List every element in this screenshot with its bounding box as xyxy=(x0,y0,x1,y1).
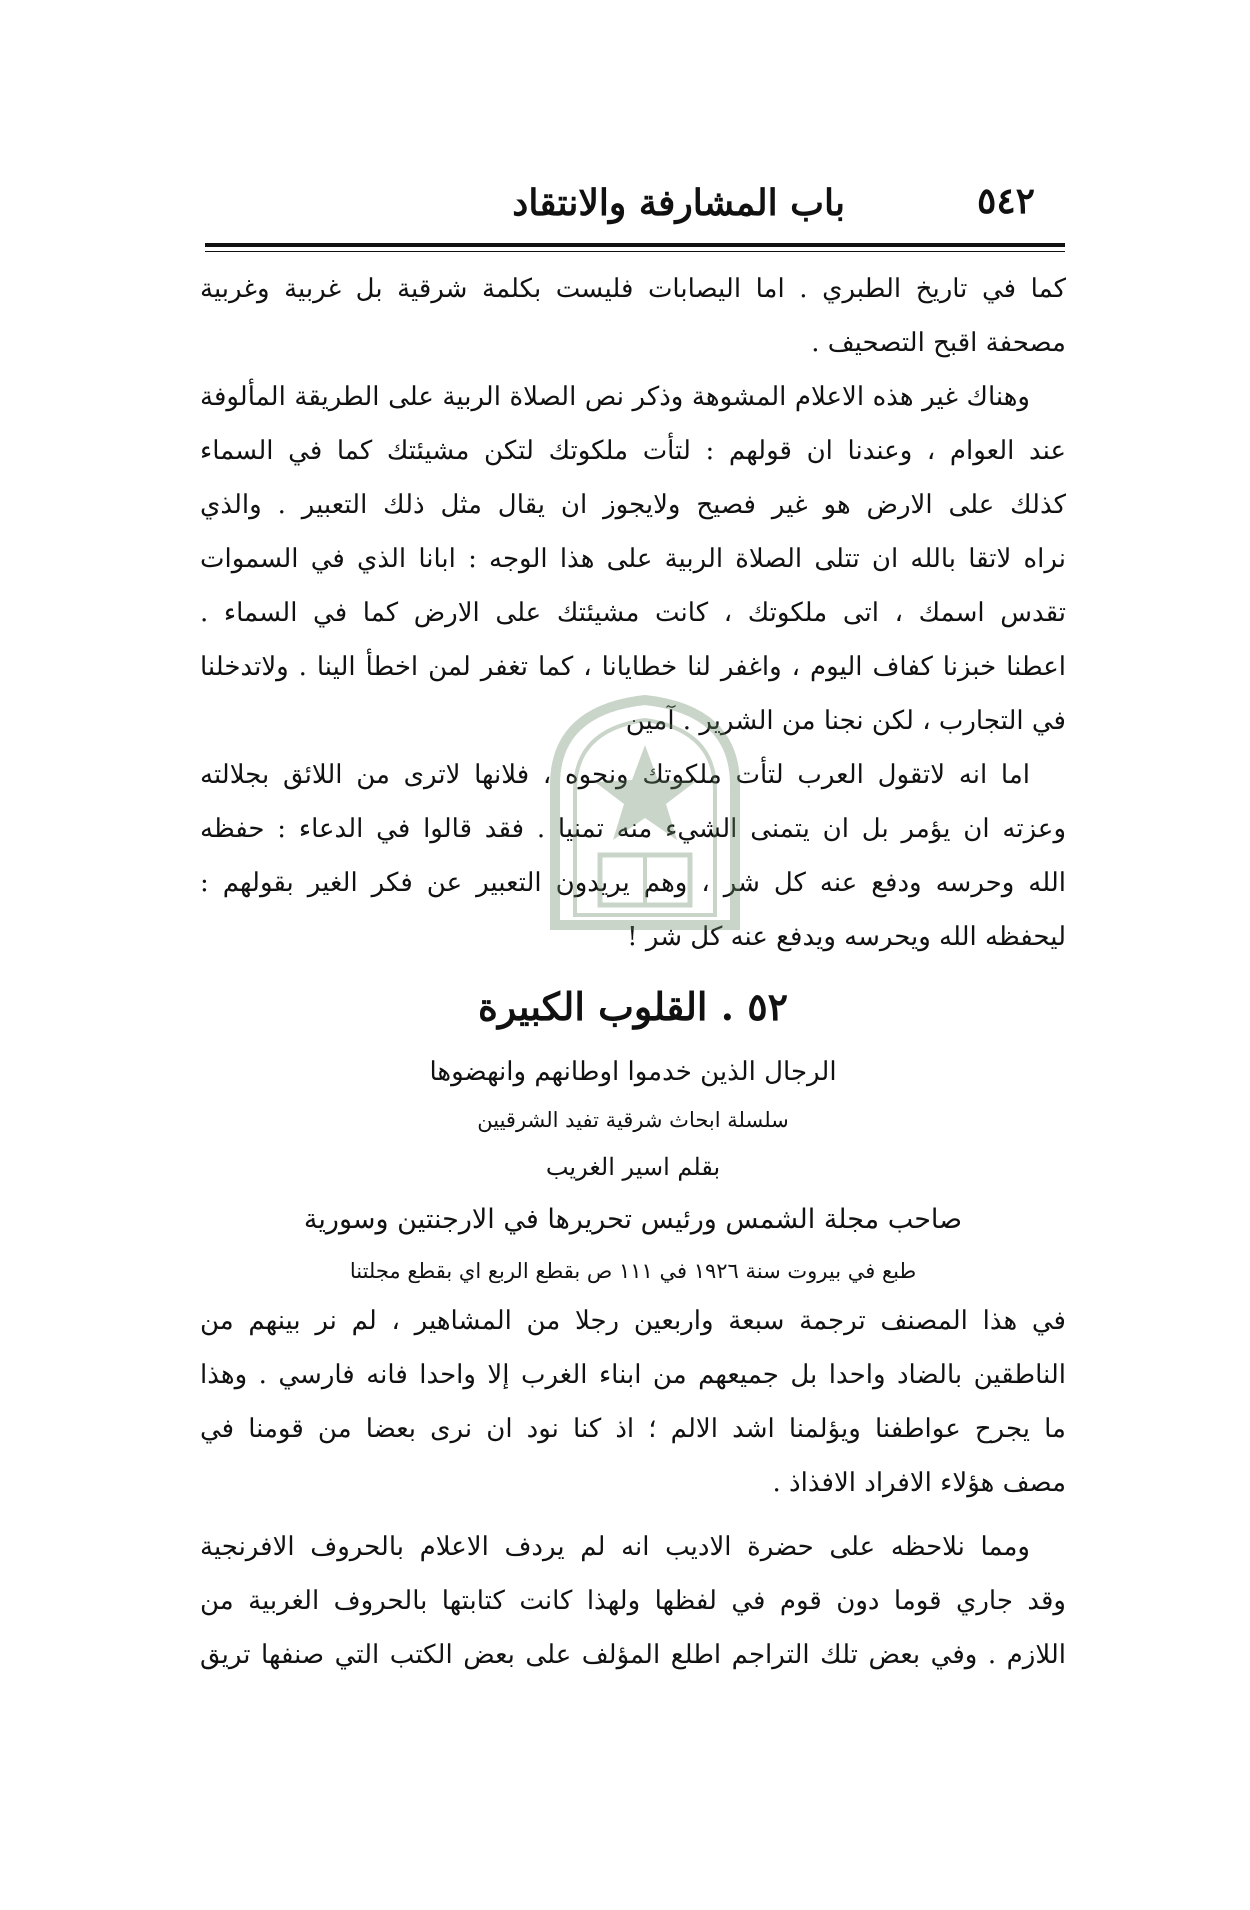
paragraph-1 xyxy=(200,262,1066,370)
text-line: ومما نلاحظه على حضرة الاديب انه لم يردف الاعلام بالحروف الافرنجية xyxy=(200,1532,1030,1562)
text-line: ليحفظه الله ويحرسه ويدفع عنه كل شر ! xyxy=(627,922,1066,952)
text-line: اما انه لاتقول العرب لتأت ملكوتك ونحوه ، فلانها لاترى من اللائق بجلالته xyxy=(200,760,1030,790)
author-role: صاحب مجلة الشمس ورئيس تحريرها في الارجنتين وسورية xyxy=(303,1204,963,1235)
page-body xyxy=(200,262,1066,1682)
text-line: وهناك غير هذه الاعلام المشوهة وذكر نص الصلاة الربية على الطريقة المألوفة xyxy=(200,382,1030,412)
text-line: نراه لاتقا بالله ان تتلى الصلاة الربية على هذا الوجه : ابانا الذي في السموات xyxy=(200,544,1066,574)
book-author: بقلم اسير الغريب xyxy=(545,1153,721,1181)
page-number: ٥٤٢ xyxy=(976,180,1035,222)
text-line: الناطقين بالضاد واحدا بل جميعهم من ابناء الغرب إلا واحدا فانه فارسي . وهذا xyxy=(200,1360,1066,1390)
text-line: كذلك على الارض هو غير فصيح ولايجوز ان يقال مثل ذلك التعبير . والذي xyxy=(200,490,1066,520)
book-subtitle: الرجال الذين خدموا اوطانهم وانهضوها xyxy=(429,1057,837,1087)
text-line: في التجارب ، لكن نجنا من الشرير . آمين xyxy=(625,706,1066,736)
text-line: تقدس اسمك ، اتى ملكوتك ، كانت مشيئتك على الارض كما في السماء . xyxy=(200,598,1066,628)
text-line: وعزته ان يؤمر بل ان يتمنى الشيء منه تمنيا . فقد قالوا في الدعاء : حفظه xyxy=(200,814,1066,844)
text-line: في هذا المصنف ترجمة سبعة واربعين رجلا من المشاهير ، لم نر بينهم من xyxy=(200,1306,1066,1336)
text-line: اعطنا خبزنا كفاف اليوم ، واغفر لنا خطايانا ، كما تغفر لمن اخطأ الينا . ولاتدخلنا xyxy=(200,652,1066,682)
paragraph-4 xyxy=(200,1294,1066,1510)
text-line: اللازم . وفي بعض تلك التراجم اطلع المؤلف على بعض الكتب التي صنفها تريق xyxy=(200,1640,1066,1670)
text-line: مصف هؤلاء الافراد الافذاذ . xyxy=(772,1468,1066,1498)
text-line: مصحفة اقبح التصحيف . xyxy=(811,328,1066,358)
book-series: سلسلة ابحاث شرقية تفيد الشرقيين xyxy=(477,1108,789,1132)
text-line: عند العوام ، وعندنا ان قولهم : لتأت ملكوتك لتكن مشيئتك كما في السماء xyxy=(200,436,1066,466)
paragraph-5 xyxy=(200,1520,1066,1682)
text-line: كما في تاريخ الطبري . اما اليصابات فليست بكلمة شرقية بل غربية وغربية xyxy=(200,274,1066,304)
text-line: الله وحرسه ودفع عنه كل شر ، وهم يريدون التعبير عن فكر الغير بقولهم : xyxy=(200,868,1066,898)
publication-details: طبع في بيروت سنة ١٩٢٦ في ١١١ ص بقطع الربع اي بقطع مجلتنا xyxy=(349,1259,917,1283)
text-line: وقد جاري قوما دون قوم في لفظها ولهذا كانت كتابتها بالحروف الغربية من xyxy=(200,1586,1066,1616)
running-header xyxy=(205,172,1065,232)
header-rule-thick xyxy=(205,243,1065,247)
header-rule-thin xyxy=(205,251,1065,252)
running-title: باب المشارفة والانتقاد xyxy=(512,182,845,224)
section-title: ٥٢ . القلوب الكبيرة xyxy=(477,984,789,1029)
text-line: ما يجرح عواطفنا ويؤلمنا اشد الالم ؛ اذ كنا نود ان نرى بعضا من قومنا في xyxy=(200,1414,1066,1444)
library-emblem-icon xyxy=(530,690,760,930)
